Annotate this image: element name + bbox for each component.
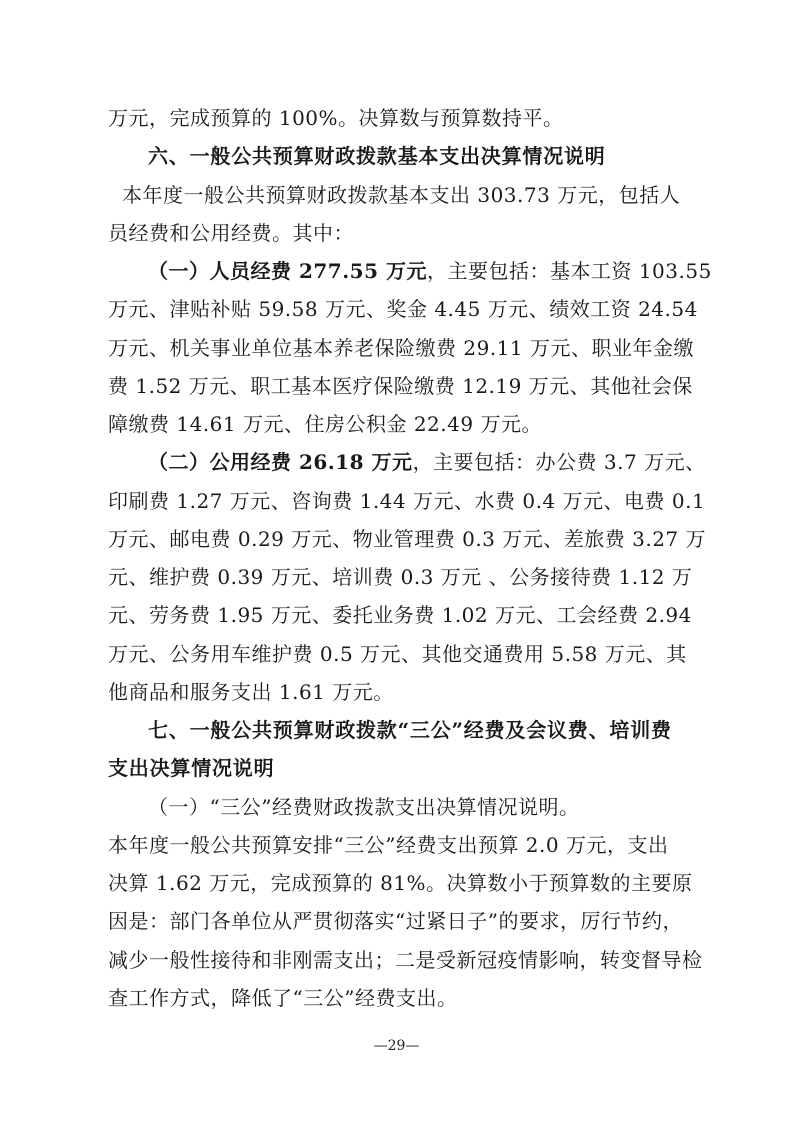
page-number: —29— <box>373 1038 420 1054</box>
text-line: 元、劳务费 1.95 万元、委托业务费 1.02 万元、工会经费 2.94 <box>108 603 692 627</box>
text-line: 元、维护费 0.39 万元、培训费 0.3 万元 、公务接待费 1.12 万 <box>108 565 693 589</box>
text-line: 万元、邮电费 0.29 万元、物业管理费 0.3 万元、差旅费 3.27 万 <box>108 527 707 551</box>
text-span: ，主要包括：基本工资 103.55 <box>426 259 712 283</box>
text-line: 本年度一般公共预算财政拨款基本支出 303.73 万元，包括人 <box>122 183 681 207</box>
text-line: 印刷费 1.27 万元、咨询费 1.44 万元、水费 0.4 万元、电费 0.1 <box>108 489 706 513</box>
text-line <box>148 448 728 476</box>
text-span: ，主要包括：办公费 3.7 万元、 <box>412 450 706 474</box>
text-line: 他商品和服务支出 1.61 万元。 <box>108 680 394 704</box>
text-line <box>148 257 728 285</box>
section-heading-6: 六、一般公共预算财政拨款基本支出决算情况说明 <box>148 144 606 168</box>
section-heading-7-cont: 支出决算情况说明 <box>108 756 275 780</box>
text-line: 万元、公务用车维护费 0.5 万元、其他交通费用 5.58 万元、其 <box>108 642 687 666</box>
text-line: 本年度一般公共预算安排“三公”经费支出预算 2.0 万元，支出 <box>108 833 669 857</box>
text-line: 万元、津贴补贴 59.58 万元、奖金 4.45 万元、绩效工资 24.54 <box>108 297 698 321</box>
section-heading-7: 七、一般公共预算财政拨款“三公”经费及会议费、培训费 <box>148 718 672 742</box>
text-line: 查工作方式，降低了“三公”经费支出。 <box>108 986 458 1010</box>
text-line: 万元、机关事业单位基本养老保险缴费 29.11 万元、职业年金缴 <box>108 336 694 360</box>
text-line: 因是：部门各单位从严贯彻落实“过紧日子”的要求，厉行节约， <box>108 909 683 933</box>
text-line: 障缴费 14.61 万元、住房公积金 22.49 万元。 <box>108 412 542 436</box>
text-line: 决算 1.62 万元，完成预算的 81%。决算数小于预算数的主要原 <box>108 871 693 895</box>
text-line: 万元，完成预算的 100%。决算数与预算数持平。 <box>108 106 564 130</box>
text-line: 减少一般性接待和非刚需支出；二是受新冠疫情影响，转变督导检 <box>108 948 703 972</box>
text-line: 员经费和公用经费。其中： <box>108 221 354 245</box>
subheading-three-public: （一）“三公”经费财政拨款支出决算情况说明。 <box>148 795 580 819</box>
subheading-personnel-expenses: （一）人员经费 277.55 万元 <box>148 259 427 283</box>
text-line: 费 1.52 万元、职工基本医疗保险缴费 12.19 万元、其他社会保 <box>108 374 693 398</box>
subheading-public-expenses: （二）公用经费 26.18 万元 <box>148 450 413 474</box>
